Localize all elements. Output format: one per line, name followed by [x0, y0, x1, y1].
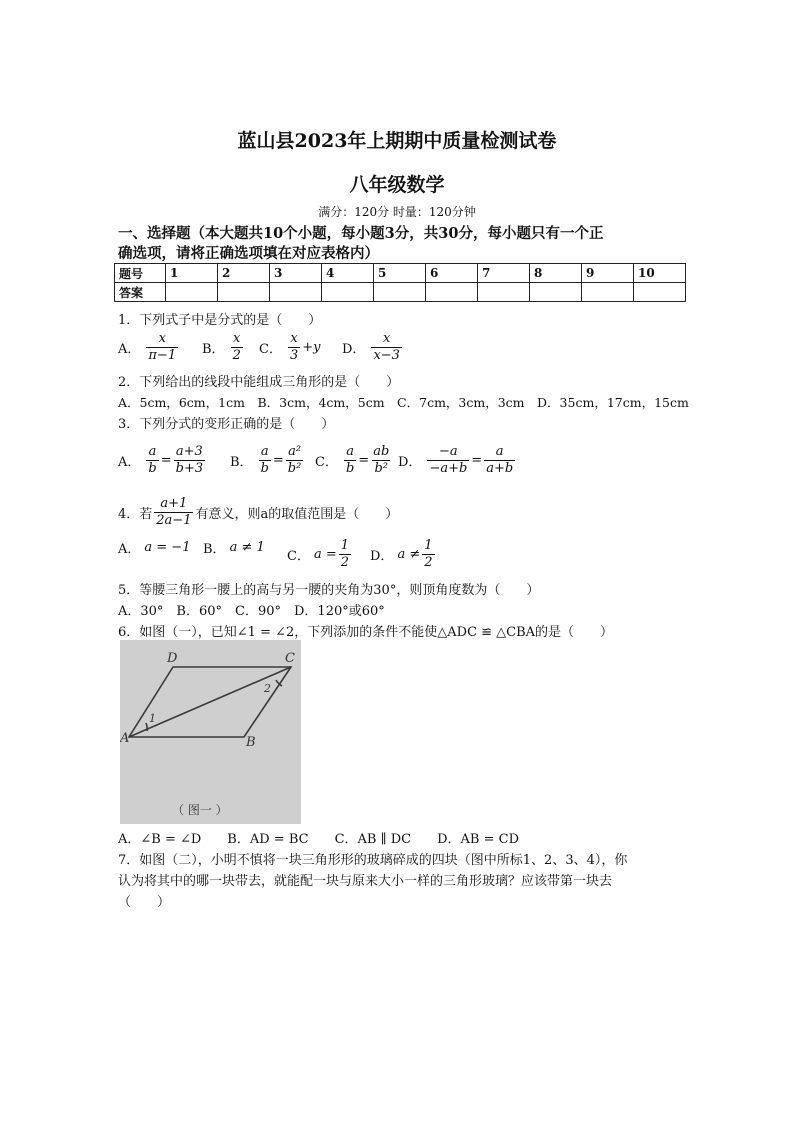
q4-option-c	[287, 538, 353, 571]
answer-table	[114, 263, 686, 302]
fraction	[339, 538, 351, 571]
q6-stem: 6．如图（一），已知∠1 = ∠2，下列添加的条件不能使△ADC ≌ △CBA的是（ ）	[118, 625, 614, 640]
numerator: 1	[424, 538, 433, 553]
label-d: D	[167, 651, 178, 666]
q4-prefix: 4．若	[118, 507, 153, 522]
numerator: a	[148, 444, 157, 459]
fraction-left	[259, 444, 271, 477]
answer-cell[interactable]	[582, 283, 634, 302]
denominator: b	[260, 461, 269, 476]
equals-sign: =	[358, 453, 370, 468]
option-lhs: a ≠	[397, 547, 421, 562]
numerator: a+1	[160, 496, 188, 511]
q3-option-b	[230, 444, 305, 477]
denominator: 2	[232, 348, 241, 363]
numerator: a	[346, 444, 354, 459]
table-cell-header-label: 题号	[115, 264, 166, 283]
denominator: b	[148, 461, 157, 476]
numerator: −a	[439, 444, 458, 459]
denominator: 2a−1	[156, 513, 192, 528]
denominator: b²	[287, 461, 302, 476]
numerator: x	[233, 331, 241, 346]
q4-stem	[118, 496, 398, 529]
denominator: x−3	[373, 348, 400, 363]
denominator: −a+b	[429, 461, 468, 476]
q6-options: A．∠B = ∠D B．AD = BC C．AB ∥ DC D．AB = CD	[118, 832, 519, 847]
q3-option-c	[315, 444, 393, 477]
option-label: D．	[342, 342, 366, 357]
answer-cell[interactable]	[322, 283, 374, 302]
table-cell-number: 2	[218, 264, 270, 283]
denominator: 2	[340, 555, 350, 570]
fraction-left	[344, 444, 356, 477]
table-cell-number: 5	[374, 264, 426, 283]
figure-one	[120, 640, 301, 824]
denominator: b	[345, 461, 355, 476]
option-label: D．	[398, 455, 422, 470]
fraction-right	[484, 444, 515, 477]
q4-option-b	[203, 538, 265, 557]
q3-option-d	[398, 444, 517, 477]
fraction-right	[174, 444, 206, 477]
label-angle-2: 2	[264, 682, 271, 695]
option-text: a = −1	[144, 540, 191, 555]
q1-option-c	[259, 331, 320, 364]
q1-option-d	[342, 331, 404, 364]
answer-cell[interactable]	[634, 283, 686, 302]
option-label: B．	[202, 342, 225, 357]
answer-cell[interactable]	[374, 283, 426, 302]
fraction	[371, 331, 402, 364]
option-label: C．	[259, 342, 282, 357]
fraction	[154, 496, 193, 529]
numerator: x	[158, 331, 166, 346]
answer-table-answer-row	[115, 283, 686, 302]
denominator: b+3	[175, 461, 204, 476]
expression-tail: +y	[302, 340, 321, 355]
fraction	[288, 331, 300, 364]
denominator: π−1	[148, 348, 177, 363]
option-label: C．	[315, 455, 338, 470]
numerator: ab	[373, 444, 390, 459]
answer-cell[interactable]	[426, 283, 478, 302]
q5-options: A．30° B．60° C．90° D．120°或60°	[118, 604, 385, 619]
fraction-right	[286, 444, 304, 477]
equals-sign: =	[471, 453, 483, 468]
fraction	[146, 331, 178, 364]
option-label: A．	[118, 542, 141, 557]
equals-sign: =	[272, 453, 284, 468]
answer-cell[interactable]	[166, 283, 218, 302]
fraction	[422, 538, 434, 571]
q5-stem: 5．等腰三角形一腰上的高与另一腰的夹角为30°，则顶角度数为（ ）	[118, 583, 540, 598]
q1-option-b	[202, 331, 245, 364]
table-cell-number: 6	[426, 264, 478, 283]
answer-cell[interactable]	[218, 283, 270, 302]
fraction-left	[427, 444, 469, 477]
table-cell-number: 1	[166, 264, 218, 283]
option-text: a ≠ 1	[229, 540, 265, 555]
q7-line1: 7．如图（二），小明不慎将一块三角形形的玻璃碎成的四块（图中所标1、2、3、4），你	[118, 853, 628, 868]
q4-suffix: 有意义，则a的取值范围是（ ）	[195, 507, 399, 522]
table-cell-number: 4	[322, 264, 374, 283]
table-cell-number: 3	[270, 264, 322, 283]
exam-title: 蓝山县2023年上期期中质量检测试卷	[237, 130, 557, 152]
numerator: a	[260, 444, 269, 459]
denominator: 2	[424, 555, 433, 570]
q3-option-a	[118, 444, 207, 477]
q3-stem: 3．下列分式的变形正确的是（ ）	[118, 417, 335, 432]
option-label: B．	[203, 542, 226, 557]
numerator: x	[383, 331, 391, 346]
exam-meta: 满分：120分 时量：120分钟	[318, 205, 476, 219]
section1-line2: 确选项，请将正确选项填在对应表格内）	[118, 245, 379, 262]
fraction-left	[146, 444, 158, 477]
equals-sign: =	[160, 453, 172, 468]
fraction	[231, 331, 243, 364]
denominator: b²	[374, 461, 388, 476]
q2-stem: 2．下列给出的线段中能组成三角形的是（ ）	[118, 375, 400, 390]
q7-line2: 认为将其中的哪一块带去，就能配一块与原来大小一样的三角形玻璃？应该带第一块去	[118, 874, 613, 889]
label-angle-1: 1	[149, 712, 156, 725]
answer-cell[interactable]	[478, 283, 530, 302]
label-c: C	[285, 651, 295, 666]
answer-cell[interactable]	[270, 283, 322, 302]
option-label: D．	[370, 549, 394, 564]
table-cell-answer-label: 答案	[115, 283, 166, 302]
numerator: a+3	[175, 444, 203, 459]
parallelogram-diagram	[120, 640, 301, 824]
option-label: C．	[287, 549, 310, 564]
figure-caption: （ 图一 ）	[172, 803, 228, 817]
q1-option-a	[118, 331, 180, 364]
option-label: A．	[118, 455, 141, 470]
q4-option-a	[118, 538, 190, 557]
table-cell-number: 9	[582, 264, 634, 283]
section1-line1: 一、选择题（本大题共10个小题，每小题3分，共30分，每小题只有一个正	[118, 225, 604, 242]
denominator: 3	[289, 348, 299, 363]
numerator: a	[495, 444, 504, 459]
numerator: x	[290, 331, 298, 346]
denominator: a+b	[486, 461, 514, 476]
q7-line3: （ ）	[118, 895, 171, 910]
label-b: B	[246, 735, 256, 750]
exam-subtitle: 八年级数学	[349, 174, 445, 196]
q1-stem: 1．下列式子中是分式的是（ ）	[118, 313, 322, 328]
q4-option-d	[370, 538, 437, 571]
option-label: A．	[118, 342, 141, 357]
answer-table-header-row	[115, 264, 686, 283]
option-label: B．	[230, 455, 253, 470]
table-cell-number: 8	[530, 264, 582, 283]
numerator: a²	[288, 444, 302, 459]
option-lhs: a =	[313, 547, 337, 562]
q2-options: A．5cm，6cm，1cm B．3cm，4cm，5cm C．7cm，3cm，3cm D．35cm，17cm，15cm	[118, 395, 689, 410]
table-cell-number: 7	[478, 264, 530, 283]
table-cell-number: 10	[634, 264, 686, 283]
label-a: A	[120, 731, 130, 746]
fraction-right	[371, 444, 391, 477]
numerator: 1	[340, 538, 350, 553]
answer-cell[interactable]	[530, 283, 582, 302]
